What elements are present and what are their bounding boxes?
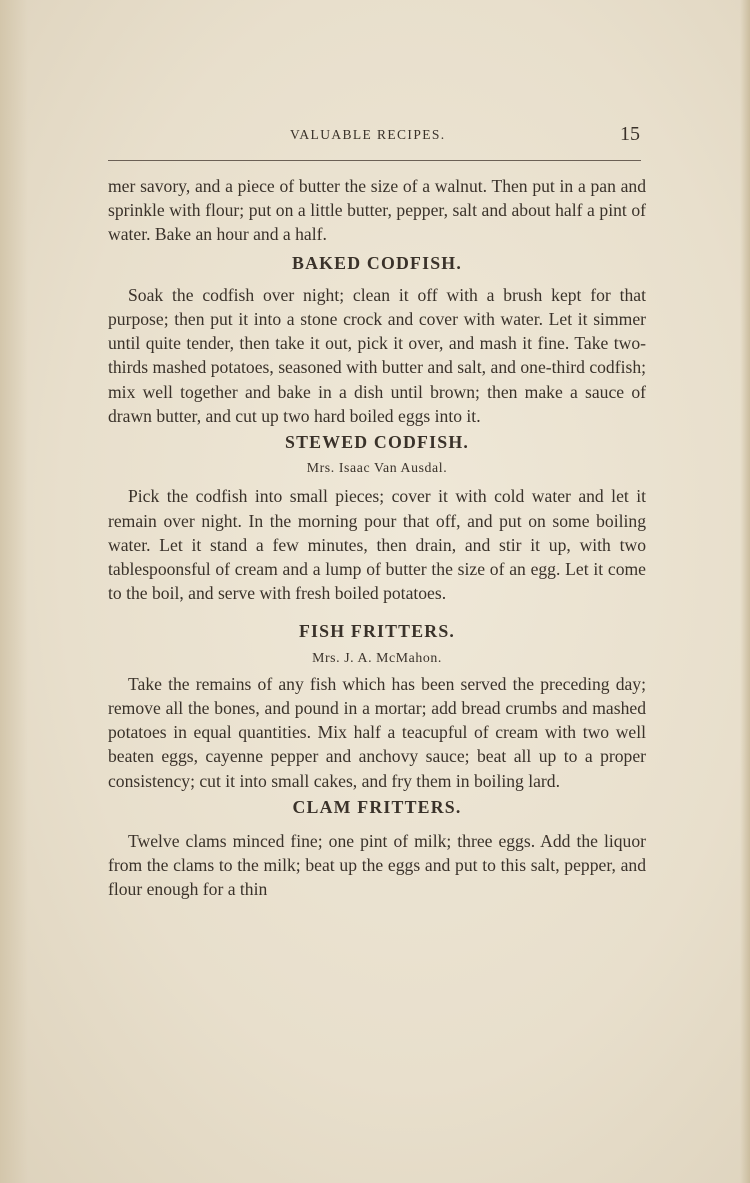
recipe-title-clam-fritters: CLAM FRITTERS. bbox=[292, 796, 462, 817]
recipe-title-stewed-codfish: STEWED CODFISH. bbox=[285, 432, 469, 453]
running-title: VALUABLE RECIPES. bbox=[290, 127, 446, 142]
recipe-text-clam-fritters: Twelve clams minced fine; one pint of milk; three eggs. Add the liquor from the clams to the milk; beat up the eggs and put to this salt, pepper, and flour enough for a thin bbox=[108, 831, 646, 900]
running-head bbox=[108, 124, 642, 148]
recipe-text-fish-fritters: Take the remains of any fish which has been served the preceding day; remove all the bones, and pound in a mortar; add bread crumbs and mashed potatoes in equal quantities. Mix half a teacupful of cream with two well beaten eggs, cayenne pepper and anchovy sauce; beat all up to a proper consistency; cut it into small cakes, and fry them in boiling lard. bbox=[108, 673, 646, 791]
recipe-author-stewed-codfish: Mrs. Isaac Van Ausdal. bbox=[306, 460, 448, 476]
page-number: 15 bbox=[620, 123, 640, 145]
recipe-text-stewed-codfish: Pick the codfish into small pieces; cover it with cold water and let it remain over night. In the morning pour that off, and put on some boiling water. Let it stand a few minutes, then drain, and stir it up, with two tablespoonsful of cream and a lump of butter the size of an egg. Let it come to the boil, and serve with fresh boiled potatoes. bbox=[108, 486, 646, 604]
recipe-text-baked-codfish: Soak the codfish over night; clean it off with a brush kept for that purpose; then put it into a stone crock and cover with water. Let it simmer until quite tender, then take it out, pick it over, and mash it fine. Take two-thirds mashed potatoes, seasoned with butter and salt, and one-third codfish; mix well together and bake in a dish until brown; then make a sauce of drawn butter, and cut up two hard boiled eggs into it. bbox=[108, 284, 646, 426]
recipe-title-fish-fritters: FISH FRITTERS. bbox=[298, 621, 456, 642]
continued-paragraph: mer savory, and a piece of butter the size of a walnut. Then put in a pan and sprinkle with flour; put on a little butter, pepper, salt and about half a pint of water. Bake an hour and a half. bbox=[108, 176, 646, 245]
recipe-author-fish-fritters: Mrs. J. A. McMahon. bbox=[312, 649, 442, 665]
recipe-title-baked-codfish: BAKED CODFISH. bbox=[292, 252, 462, 273]
header-rule bbox=[108, 160, 641, 161]
page-body bbox=[108, 174, 646, 902]
